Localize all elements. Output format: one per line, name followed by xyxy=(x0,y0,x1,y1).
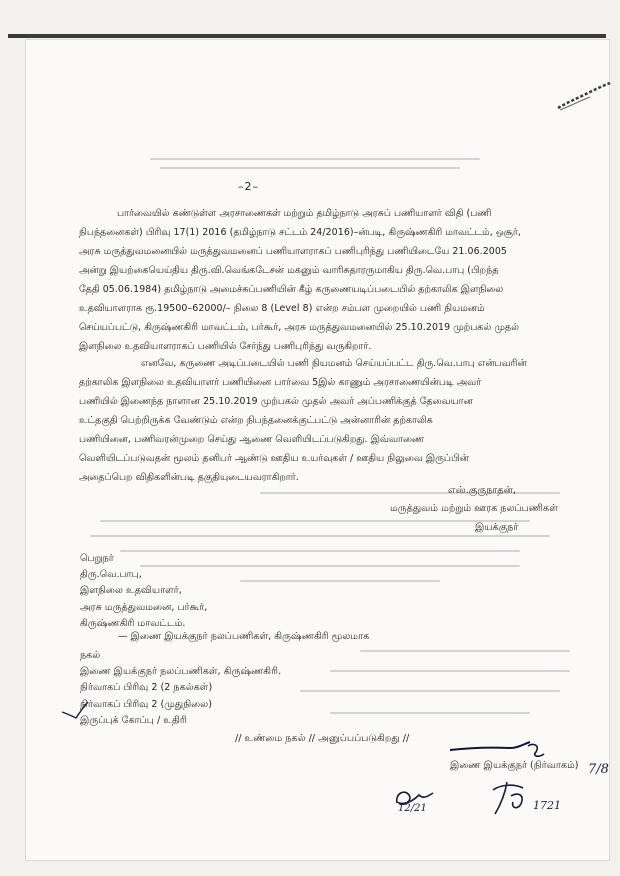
paragraph-line: அரசு மருத்துவமனையில் மருத்துவமனைப் பணியாளராகப் பணிபுரிந்து பணியிடையே 21.06.2005 xyxy=(79,246,507,257)
initials-scribble xyxy=(485,778,545,818)
signatory-name: எஸ்.குருநாதன், xyxy=(448,485,516,496)
paragraph-line: வெளியிடப்படுவதன் மூலம் தனிபர் ஆண்டு ஊதிய உயர்வுகள் / ஊதிய நிலுவை இருப்பின் xyxy=(79,453,469,464)
copy-to-block xyxy=(80,648,281,729)
paragraph-line: பணியில் இணைந்த நாளான 25.10.2019 முற்பகல் முதல் அவர் அப்பணிக்குத் தேவையான xyxy=(79,396,473,407)
paragraph-line: செய்யப்பட்டு, கிருஷ்ணகிரி மாவட்டம், பர்கூர், அரசு மருத்துவமனையில் 25.10.2019 முற்பகல் முதல் xyxy=(79,322,519,333)
paragraph-line: நிபந்தனைகள்) பிரிவு 17(1) 2016 (தமிழ்நாடு சட்டம் 24/2016)–ன்படி, கிருஷ்ணகிரி மாவட்டம், ஒசூர், xyxy=(79,227,521,238)
recipient-label: பெறுநர் xyxy=(80,553,114,564)
true-copy-certification: // உண்மை நகல் // அனுப்பப்படுகிறது // xyxy=(235,733,410,744)
paragraph-line: பார்வையில் கண்டுள்ள அரசாணைகள் மற்றும் தமிழ்நாடு அரசுப் பணியாளர் விதி (பணி xyxy=(117,208,492,219)
handwritten-date: 1721 xyxy=(533,799,561,812)
paragraph-line: இளநிலை உதவியாளராகப் பணியில் சேர்ந்து பணிபுரிந்து வருகிறார். xyxy=(79,341,372,352)
paragraph-line: அதைப்பெற விதிகளின்படி தகுதியுடையவராகிறார். xyxy=(79,472,299,483)
routing-note: — இணை இயக்குநர் நலப்பணிகள், கிருஷ்ணகிரி மூலமாக xyxy=(118,631,370,642)
staple-mark xyxy=(556,80,612,116)
paragraph-line: தற்காலிக இளநிலை உதவியாளர் பணியினை பார்வை 5இல் காணும் அரசாணையின்படி அவர் xyxy=(79,377,482,388)
copy-line: இணை இயக்குநர் நலப்பணிகள், கிருஷ்ணகிரி. xyxy=(80,666,282,678)
paragraph-line: பணியினை, பணிவரன்முறை செய்து ஆணை வெளியிடப்படுகிறது. இவ்வாணை xyxy=(79,434,424,445)
recipient-line: இளநிலை உதவியாளர், xyxy=(80,585,182,597)
scan-top-edge xyxy=(8,34,606,38)
body-paragraph-2 xyxy=(79,354,565,487)
attesting-officer: இணை இயக்குநர் (நிர்வாகம்) xyxy=(450,760,579,771)
signatory-title: மருத்துவம் மற்றும் ஊரக நலப்பணிகள் xyxy=(390,503,558,514)
copy-label: நகல் xyxy=(80,650,101,661)
paragraph-line: உதவியாளராக ரூ.19500–62000/– நிலை 8 (Level 8) என்ற சம்பள முறையில் பணி நியமனம் xyxy=(79,303,485,314)
recipient-line: திரு.வெ.பாபு, xyxy=(80,569,142,581)
recipient-line: அரசு மருத்துவமனை, பர்கூர், xyxy=(80,601,208,613)
paragraph-line: அன்று இயற்கையெய்திய திரு.வி.வெங்கடேசன் மகனும் வாரிசுதாரருமாகிய திரு.வெ.பாபு (பிறந்த xyxy=(79,265,499,276)
signatory-designation: இயக்குநர் xyxy=(475,522,519,533)
paragraph-line: எனவே, கருணை அடிப்படையில் பணி நியமனம் செய்யப்பட்ட திரு.வெ.பாபு என்பவரின் xyxy=(141,358,527,369)
copy-line: நிர்வாகப் பிரிவு 2 (2 நகல்கள்) xyxy=(80,682,213,694)
handwritten-tick-mark xyxy=(60,700,90,722)
recipient-block xyxy=(80,551,207,632)
copy-line: இருப்புக் கோப்பு / உதிரி xyxy=(80,714,187,726)
copy-line: நிர்வாகப் பிரிவு 2 (முதுநிலை) xyxy=(80,698,212,710)
recipient-line: கிருஷ்ணகிரி மாவட்டம். xyxy=(80,617,186,629)
page-number: –2– xyxy=(238,180,259,193)
paragraph-line: உட்தகுதி பெற்றிருக்க வேண்டும் என்ற நிபந்தனைக்குட்பட்டு அன்னாரின் தற்காலிக xyxy=(79,415,433,426)
body-paragraph-1 xyxy=(79,204,565,356)
handwritten-date: 12/21 xyxy=(398,803,427,814)
paragraph-line: தேதி 05.06.1984) தமிழ்நாடு அமைச்சுப்பணியின் கீழ் கருணையடிப்படையில் தற்காலிக இளநிலை xyxy=(79,284,504,295)
handwritten-page-note: 7/8 xyxy=(588,762,609,777)
